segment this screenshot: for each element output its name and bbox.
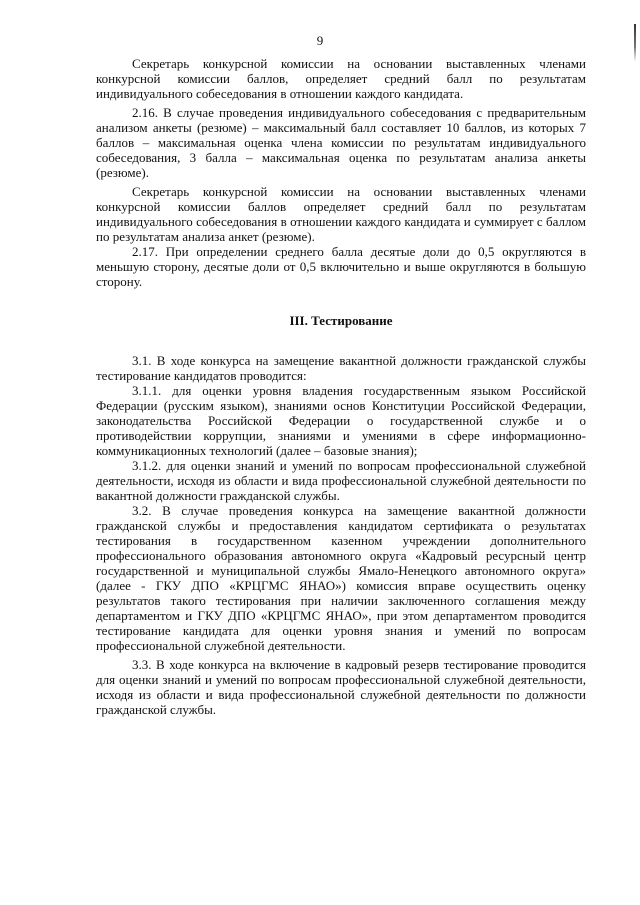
paragraph-3-3: 3.3. В ходе конкурса на включение в кадровый резерв тестирование проводится для оценки знаний и умений по вопросам профессиональной служебной деятельности, исходя из области и вида профессиональной служебной деятельности по должности гражданской службы. [96, 657, 586, 717]
page-number: 9 [316, 33, 324, 48]
paragraph-secretary-average: Секретарь конкурсной комиссии на основании выставленных членами конкурсной комиссии баллов, определяет средний балл по результатам индивидуального собеседования в отношении каждого кандидата. [96, 56, 586, 101]
paragraph-3-1: 3.1. В ходе конкурса на замещение вакантной должности гражданской службы тестирование кандидатов проводится: [96, 353, 586, 383]
page-content [96, 56, 586, 717]
paragraph-2-16: 2.16. В случае проведения индивидуального собеседования с предварительным анализом анкеты (резюме) – максимальный балл составляет 10 баллов, из которых 7 баллов – максимальная оценка члена комиссии по результатам индивидуального собеседования, 3 балла – максимальная оценка по результатам анализа анкеты (резюме). [96, 105, 586, 180]
paragraph-2-17: 2.17. При определении среднего балла десятые доли до 0,5 округляются в меньшую сторону, десятые доли от 0,5 включительно и выше округляются в большую сторону. [96, 244, 586, 289]
section-title: III. Тестирование [289, 313, 393, 328]
paragraph-3-2: 3.2. В случае проведения конкурса на замещение вакантной должности гражданской службы и предоставления кандидатом сертификата о результатах тестирования в государственном казенном учреждении дополнительного профессионального образования автономного округа «Кадровый ресурсный центр государственной и муниципальной службы Ямало-Ненецкого автономного округа» (далее - ГКУ ДПО «КРЦГМС ЯНАО») комиссия вправе осуществить оценку результатов такого тестирования при наличии заключенного соглашения между департаментом и ГКУ ДПО «КРЦГМС ЯНАО», при этом департаментом проводится тестирование кандидата для оценки уровня знания и умений по вопросам профессиональной служебной деятельности. [96, 503, 586, 653]
paragraph-3-1-1: 3.1.1. для оценки уровня владения государственным языком Российской Федерации (русским языком), знаниями основ Конституции Российской Федерации, законодательства Российской Федерации о государственной службе и о противодействии коррупции, знаниями и умениями в сфере информационно-коммуникационных технологий (далее – базовые знания); [96, 383, 586, 458]
paragraph-3-1-2: 3.1.2. для оценки знаний и умений по вопросам профессиональной служебной деятельности, исходя из области и вида профессиональной служебной деятельности по вакантной должности гражданской службы. [96, 458, 586, 503]
paragraph-secretary-sum: Секретарь конкурсной комиссии на основании выставленных членами конкурсной комиссии баллов определяет средний балл по результатам индивидуального собеседования в отношении каждого кандидата и суммирует с баллом по результатам анализа анкет (резюме). [96, 184, 586, 244]
